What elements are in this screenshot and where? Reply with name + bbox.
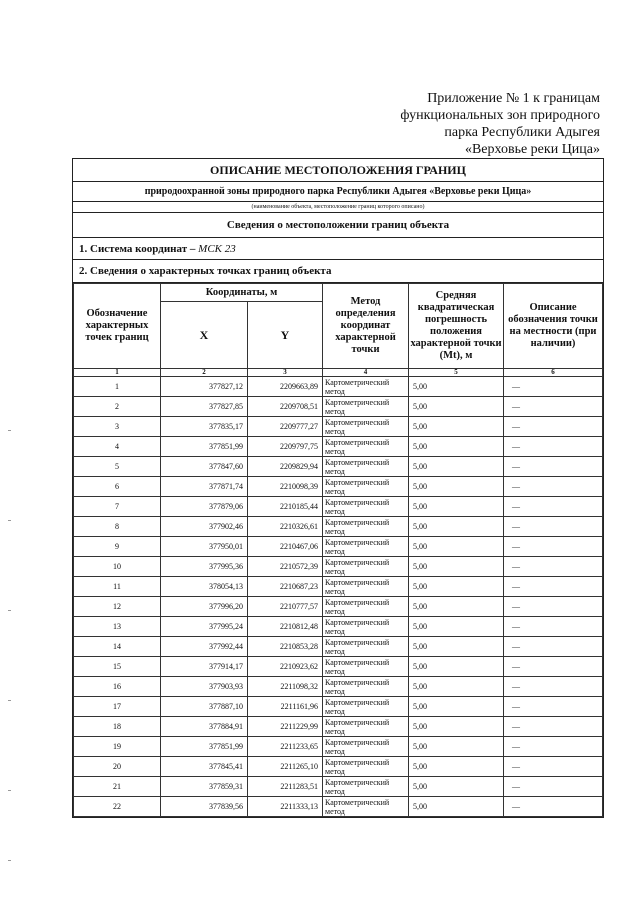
coord-x: 377827,85 (161, 397, 248, 417)
point-description: — (504, 457, 603, 477)
points-table-body (74, 377, 603, 817)
coord-x: 377992,44 (161, 637, 248, 657)
table-row (74, 417, 603, 437)
header-coords: Координаты, м (161, 284, 323, 302)
method: Картометрический метод (323, 537, 409, 557)
point-number: 18 (74, 717, 161, 737)
appendix-line: Приложение № 1 к границам (427, 91, 600, 106)
coord-x: 377851,99 (161, 437, 248, 457)
method: Картометрический метод (323, 457, 409, 477)
point-number: 5 (74, 457, 161, 477)
table-row (74, 617, 603, 637)
point-number: 20 (74, 757, 161, 777)
method: Картометрический метод (323, 657, 409, 677)
point-description: — (504, 577, 603, 597)
header-error: Средняя квадратическая погрешность положения характерной точки (Mt), м (409, 284, 504, 369)
coord-y: 2209663,89 (248, 377, 323, 397)
coord-x: 377995,24 (161, 617, 248, 637)
point-description: — (504, 377, 603, 397)
error-value: 5,00 (409, 437, 504, 457)
point-description: — (504, 537, 603, 557)
table-row (74, 557, 603, 577)
header-y: Y (248, 302, 323, 369)
point-description: — (504, 637, 603, 657)
method: Картометрический метод (323, 597, 409, 617)
margin-mark (8, 430, 11, 431)
table-row (74, 457, 603, 477)
point-number: 14 (74, 637, 161, 657)
point-description: — (504, 437, 603, 457)
error-value: 5,00 (409, 397, 504, 417)
point-description: — (504, 717, 603, 737)
coord-x: 377879,06 (161, 497, 248, 517)
point-number: 4 (74, 437, 161, 457)
table-row (74, 637, 603, 657)
coord-x: 377847,60 (161, 457, 248, 477)
coord-y: 2210853,28 (248, 637, 323, 657)
method: Картометрический метод (323, 757, 409, 777)
coord-y: 2210687,23 (248, 577, 323, 597)
point-description: — (504, 777, 603, 797)
method: Картометрический метод (323, 737, 409, 757)
error-value: 5,00 (409, 517, 504, 537)
coord-x: 377903,93 (161, 677, 248, 697)
point-description: — (504, 757, 603, 777)
table-row (74, 777, 603, 797)
margin-mark (8, 610, 11, 611)
coord-system (73, 238, 603, 260)
point-number: 6 (74, 477, 161, 497)
method: Картометрический метод (323, 637, 409, 657)
table-row (74, 397, 603, 417)
point-description: — (504, 617, 603, 637)
method: Картометрический метод (323, 577, 409, 597)
table-row (74, 537, 603, 557)
method: Картометрический метод (323, 617, 409, 637)
column-number: 4 (323, 369, 409, 377)
point-description: — (504, 697, 603, 717)
table-row (74, 597, 603, 617)
coord-x: 377827,12 (161, 377, 248, 397)
margin-mark (8, 700, 11, 701)
point-number: 16 (74, 677, 161, 697)
coord-y: 2210098,39 (248, 477, 323, 497)
coord-x: 378054,13 (161, 577, 248, 597)
column-number: 6 (504, 369, 603, 377)
column-numbers-row (74, 369, 603, 377)
coord-y: 2209708,51 (248, 397, 323, 417)
point-number: 13 (74, 617, 161, 637)
coord-y: 2210572,39 (248, 557, 323, 577)
method: Картометрический метод (323, 397, 409, 417)
error-value: 5,00 (409, 697, 504, 717)
points-section-title: 2. Сведения о характерных точках границ объекта (73, 260, 603, 283)
error-value: 5,00 (409, 577, 504, 597)
coord-y: 2209797,75 (248, 437, 323, 457)
coord-y: 2211098,32 (248, 677, 323, 697)
coord-y: 2211229,99 (248, 717, 323, 737)
method: Картометрический метод (323, 557, 409, 577)
coord-y: 2210812,48 (248, 617, 323, 637)
table-row (74, 437, 603, 457)
margin-mark (8, 860, 11, 861)
point-number: 21 (74, 777, 161, 797)
table-row (74, 717, 603, 737)
error-value: 5,00 (409, 797, 504, 817)
error-value: 5,00 (409, 477, 504, 497)
point-number: 22 (74, 797, 161, 817)
error-value: 5,00 (409, 617, 504, 637)
method: Картометрический метод (323, 797, 409, 817)
coord-x: 377887,10 (161, 697, 248, 717)
coord-x: 377871,74 (161, 477, 248, 497)
boundary-description-form (72, 158, 604, 818)
header-description: Описание обозначения точки на местности (при наличии) (504, 284, 603, 369)
coord-y: 2210777,57 (248, 597, 323, 617)
point-number: 15 (74, 657, 161, 677)
table-row (74, 677, 603, 697)
method: Картометрический метод (323, 717, 409, 737)
coord-system-label: 1. Система координат – (79, 243, 196, 255)
column-number: 1 (74, 369, 161, 377)
header-method: Метод определения координат характерной точки (323, 284, 409, 369)
error-value: 5,00 (409, 557, 504, 577)
points-table (73, 283, 603, 817)
coord-x: 377995,36 (161, 557, 248, 577)
coord-x: 377950,01 (161, 537, 248, 557)
error-value: 5,00 (409, 537, 504, 557)
coord-y: 2211161,96 (248, 697, 323, 717)
header-x: X (161, 302, 248, 369)
appendix-line: «Верховье реки Цица» (464, 142, 600, 157)
coord-x: 377859,31 (161, 777, 248, 797)
method: Картометрический метод (323, 517, 409, 537)
point-number: 17 (74, 697, 161, 717)
table-row (74, 497, 603, 517)
table-row (74, 517, 603, 537)
point-description: — (504, 737, 603, 757)
document-title: ОПИСАНИЕ МЕСТОПОЛОЖЕНИЯ ГРАНИЦ (73, 159, 603, 182)
appendix-line: парка Республики Адыгея (444, 125, 600, 140)
error-value: 5,00 (409, 597, 504, 617)
coord-x: 377839,56 (161, 797, 248, 817)
point-description: — (504, 477, 603, 497)
method: Картометрический метод (323, 417, 409, 437)
point-number: 7 (74, 497, 161, 517)
column-number: 3 (248, 369, 323, 377)
margin-mark (8, 520, 11, 521)
table-row (74, 377, 603, 397)
method: Картометрический метод (323, 677, 409, 697)
error-value: 5,00 (409, 457, 504, 477)
error-value: 5,00 (409, 657, 504, 677)
point-number: 12 (74, 597, 161, 617)
point-number: 3 (74, 417, 161, 437)
point-description: — (504, 597, 603, 617)
point-number: 11 (74, 577, 161, 597)
coord-x: 377851,99 (161, 737, 248, 757)
table-row (74, 797, 603, 817)
point-description: — (504, 797, 603, 817)
point-description: — (504, 417, 603, 437)
coord-x: 377884,91 (161, 717, 248, 737)
point-number: 19 (74, 737, 161, 757)
coord-y: 2210467,06 (248, 537, 323, 557)
coord-y: 2211265,10 (248, 757, 323, 777)
column-number: 5 (409, 369, 504, 377)
info-title: Сведения о местоположении границ объекта (73, 213, 603, 238)
coord-y: 2210326,61 (248, 517, 323, 537)
point-number: 8 (74, 517, 161, 537)
point-description: — (504, 517, 603, 537)
appendix-note (370, 90, 600, 158)
column-number: 2 (161, 369, 248, 377)
coord-y: 2209829,94 (248, 457, 323, 477)
zone-name: природоохранной зоны природного парка Республики Адыгея «Верховье реки Цица» (73, 182, 603, 202)
table-row (74, 657, 603, 677)
table-row (74, 477, 603, 497)
method: Картометрический метод (323, 377, 409, 397)
table-row (74, 577, 603, 597)
table-row (74, 737, 603, 757)
error-value: 5,00 (409, 497, 504, 517)
coord-x: 377835,17 (161, 417, 248, 437)
point-number: 10 (74, 557, 161, 577)
point-description: — (504, 557, 603, 577)
point-description: — (504, 677, 603, 697)
coord-x: 377845,41 (161, 757, 248, 777)
method: Картометрический метод (323, 777, 409, 797)
error-value: 5,00 (409, 417, 504, 437)
error-value: 5,00 (409, 637, 504, 657)
error-value: 5,00 (409, 677, 504, 697)
coord-y: 2211333,13 (248, 797, 323, 817)
coord-x: 377914,17 (161, 657, 248, 677)
coord-y: 2210923,62 (248, 657, 323, 677)
method: Картометрический метод (323, 697, 409, 717)
margin-mark (8, 790, 11, 791)
method: Картометрический метод (323, 437, 409, 457)
zone-note: (наименование объекта, местоположение границ которого описано) (73, 202, 603, 213)
point-number: 1 (74, 377, 161, 397)
coord-y: 2210185,44 (248, 497, 323, 517)
point-number: 9 (74, 537, 161, 557)
error-value: 5,00 (409, 737, 504, 757)
coord-y: 2209777,27 (248, 417, 323, 437)
point-number: 2 (74, 397, 161, 417)
error-value: 5,00 (409, 757, 504, 777)
error-value: 5,00 (409, 777, 504, 797)
error-value: 5,00 (409, 377, 504, 397)
error-value: 5,00 (409, 717, 504, 737)
point-description: — (504, 397, 603, 417)
coord-x: 377902,46 (161, 517, 248, 537)
method: Картометрический метод (323, 477, 409, 497)
coord-system-value: МСК 23 (198, 243, 236, 255)
table-row (74, 697, 603, 717)
appendix-line: функциональных зон природного (400, 108, 600, 123)
coord-y: 2211233,65 (248, 737, 323, 757)
method: Картометрический метод (323, 497, 409, 517)
header-designation: Обозначение характерных точек границ (74, 284, 161, 369)
point-description: — (504, 497, 603, 517)
point-description: — (504, 657, 603, 677)
table-row (74, 757, 603, 777)
coord-y: 2211283,51 (248, 777, 323, 797)
coord-x: 377996,20 (161, 597, 248, 617)
